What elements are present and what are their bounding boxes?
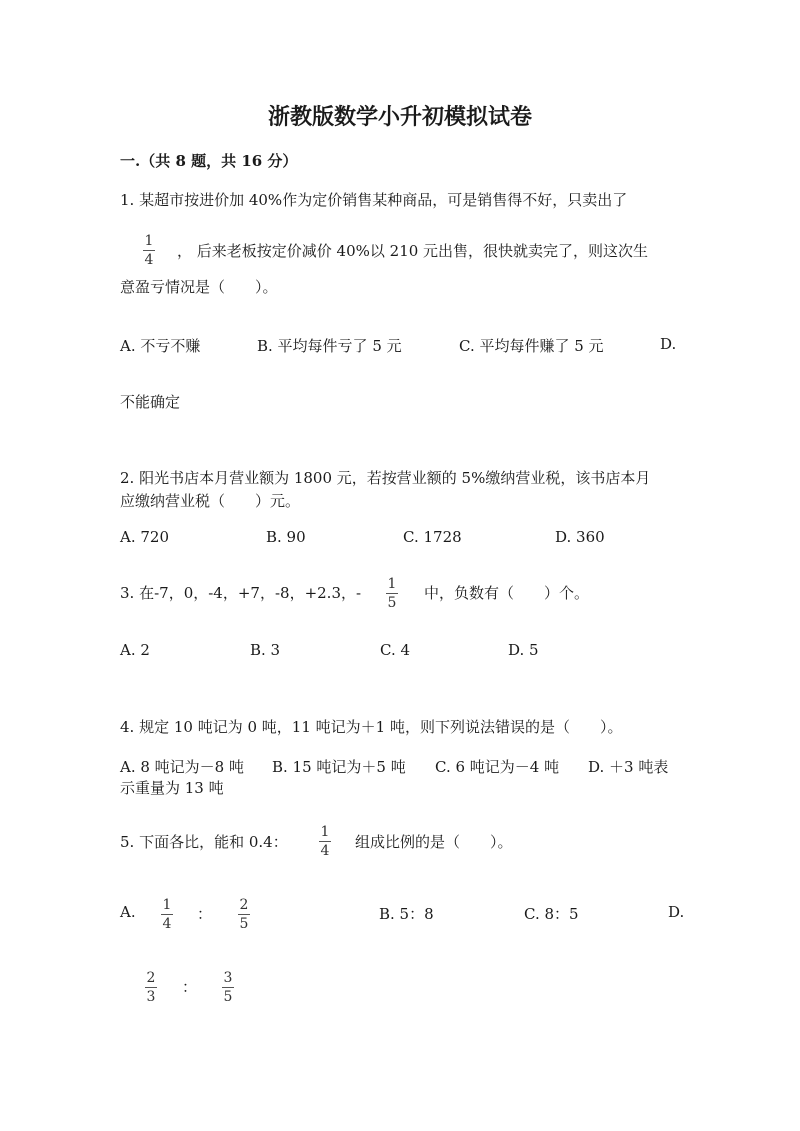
fraction-numerator: 1 [144,233,154,249]
fraction-numerator: 1 [387,576,397,592]
question-4-option-c: C. 6 吨记为－4 吨 [435,758,560,776]
question-2-line-2: 应缴纳营业税（ ）元。 [120,492,301,510]
question-4-option-d-text: 示重量为 13 吨 [120,779,224,797]
question-5-option-a-fraction-2 [238,897,250,932]
fraction-denominator: 4 [320,843,330,859]
fraction-denominator: 4 [144,252,154,268]
question-2-option-d: D. 360 [555,528,605,546]
fraction-bar [319,841,331,842]
question-1-line-2: ， 后来老板按定价减价 40%以 210 元出售，很快就卖完了，则这次生 [177,242,649,260]
fraction-denominator: 5 [223,989,233,1005]
question-1-line-1: 1. 某超市按进价加 40%作为定价销售某种商品，可是销售得不好，只卖出了 [120,191,628,209]
fraction-denominator: 3 [146,989,156,1005]
section-heading: 一.（共 8 题，共 16 分） [120,152,298,170]
question-3-fraction [386,576,398,611]
fraction-denominator: 5 [387,595,397,611]
question-5-option-a-colon: ： [197,905,213,923]
question-5-option-b: B. 5：8 [379,905,434,923]
question-4-option-d: D. ＋3 吨表 [588,758,669,776]
question-5-option-d-label: D. [668,903,685,921]
fraction-bar [238,914,250,915]
question-1-line-3: 意盈亏情况是（ ）。 [120,278,278,296]
question-3-option-b: B. 3 [250,641,281,659]
question-5-option-a-fraction-1 [161,897,173,932]
question-5-option-d-fraction-2 [222,970,234,1005]
question-5-stem-start: 5. 下面各比，能和 0.4： [120,833,288,851]
question-2-line-1: 2. 阳光书店本月营业额为 1800 元，若按营业额的 5%缴纳营业税，该书店本月 [120,469,651,487]
fraction-numerator: 1 [162,897,172,913]
question-1-fraction [143,233,155,268]
question-3-stem-start: 3. 在-7，0，-4，+7，-8，+2.3，- [120,584,362,602]
question-1-option-b: B. 平均每件亏了 5 元 [257,337,402,355]
question-5-option-d-fraction-1 [145,970,157,1005]
fraction-denominator: 4 [162,916,172,932]
question-5-fraction [319,824,331,859]
question-5-option-c: C. 8：5 [524,905,579,923]
fraction-numerator: 3 [223,970,233,986]
fraction-denominator: 5 [239,916,249,932]
fraction-numerator: 2 [239,897,249,913]
page-title: 浙教版数学小升初模拟试卷 [267,104,532,130]
question-1-option-d-text: 不能确定 [120,393,181,411]
question-4-option-a: A. 8 吨记为－8 吨 [120,758,244,776]
question-3-option-a: A. 2 [120,641,150,659]
question-5-stem-end: 组成比例的是（ ）。 [355,833,513,851]
question-3-stem-end: 中，负数有（ ）个。 [424,584,590,602]
question-5-option-d-colon: ： [182,978,198,996]
question-2-option-b: B. 90 [266,528,306,546]
fraction-numerator: 1 [320,824,330,840]
question-5-option-a-label: A. [120,903,136,921]
fraction-bar [161,914,173,915]
fraction-bar [222,987,234,988]
question-3-option-c: C. 4 [380,641,411,659]
question-4-line-1: 4. 规定 10 吨记为 0 吨，11 吨记为＋1 吨，则下列说法错误的是（ ）。 [120,718,623,736]
fraction-bar [145,987,157,988]
question-3-option-d: D. 5 [508,641,539,659]
fraction-bar [143,250,155,251]
question-1-option-d: D. [660,335,677,353]
question-2-option-a: A. 720 [120,528,169,546]
fraction-numerator: 2 [146,970,156,986]
fraction-bar [386,593,398,594]
question-1-option-c: C. 平均每件赚了 5 元 [459,337,604,355]
question-4-option-b: B. 15 吨记为＋5 吨 [272,758,406,776]
question-2-option-c: C. 1728 [403,528,462,546]
question-1-option-a: A. 不亏不赚 [120,337,201,355]
